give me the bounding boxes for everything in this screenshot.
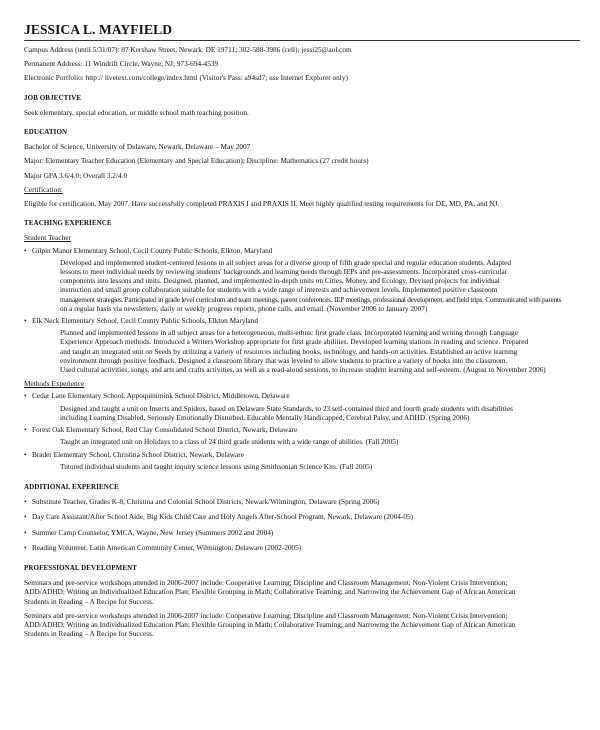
- additional-item-label: Substitute Teacher, Grades K-8, Christina and Colonial School Districts, Newark/Wilmington, Delaware (Spring 2006): [32, 497, 380, 507]
- professional-heading: PROFESSIONAL DEVELOPMENT: [24, 563, 138, 572]
- forest-oak-school-label: Forest Oak Elementary School, Red Clay Consolidated School District, Newark, Delaware: [32, 425, 298, 435]
- forest-desc-line: Taught an integrated unit on Holidays to a class of 24 third grade students with a wide range of abilities. (Fall 2005): [60, 437, 399, 447]
- gilpin-desc-line: Developed and implemented student-centered lessons in all subject areas for a diverse group of fifth grade special and regular education students. Adapted: [60, 257, 512, 267]
- elk-desc-line: Experience Approach methods. Introduced a Writers Workshop appropriate for first grade abilities. Developed learning stations in reading and science. Prepared: [60, 337, 529, 347]
- professional-paragraph: [24, 611, 580, 639]
- additional-item: [24, 543, 580, 552]
- brader-school-label: Brader Elementary School, Christina School District, Newark, Delaware: [32, 449, 244, 459]
- professional-line: Students in Reading – A Recipe for Success.: [24, 596, 154, 606]
- campus-address: Campus Address (until 5/31/07): 87 Kershaw Street, Newark, DE 19711; 302-588-3986 (cell); jessi25@aol.com: [24, 45, 352, 54]
- elk-desc-line: Used cultural activities, songs, and arts and crafts activities, as well as a read-aloud sessions, to increase student learning and self-esteem. (August to November 2006): [60, 365, 546, 375]
- objective-heading: JOB OBJECTIVE: [24, 93, 82, 102]
- cedar-lane-description: [60, 404, 590, 422]
- teaching-heading: TEACHING EXPERIENCE: [24, 219, 112, 228]
- degree-line: Bachelor of Science, University of Delaware, Newark, Delaware – May 2007: [24, 142, 251, 152]
- gilpin-desc-line: lessons to meet individual needs by reviewing students' backgrounds and learning needs through IEPs and pre-assessments. Incorporated cross-curricular: [60, 267, 508, 277]
- permanent-address: Permanent Address: 11 Windrift Circle, Wayne, NJ; 973-694-4539: [24, 59, 219, 69]
- elk-desc-line: environment through positive feedback. Designed a classroom library that was leveled to allow students to practice a variety of books into the classroom.: [60, 355, 508, 365]
- header-divider: [24, 40, 580, 41]
- professional-line: ADD/ADHD; Writing an Individualized Education Plan; Flexible Grouping in Math; Collaborative Teaming; and Narrowing the Achievement Gap of African American: [24, 587, 516, 597]
- objective-text: Seek elementary, special education, or middle school math teaching position.: [24, 107, 249, 117]
- additional-item: [24, 512, 580, 521]
- gilpin-school: [24, 246, 580, 255]
- additional-item: [24, 528, 580, 537]
- gilpin-desc-line: management strategies. Participated in grade level curriculum and team meetings, parent conferences, IEP meetings, professional development, and field trips. Communicated with parents: [60, 294, 562, 304]
- methods-heading: Methods Experience: [24, 379, 85, 389]
- bullet-icon: •: [24, 512, 27, 522]
- elk-desc-line: and taught an integrated unit on Seeds by utilizing a variety of resources including books, technology, and hands-on activities. Established an active learning: [60, 346, 518, 356]
- gilpin-desc-line: on a regular basis via newsletters, daily or weekly progress reports, phone calls, and email. (November 2006 to January 2007): [60, 303, 428, 313]
- cedar-lane-school: [24, 391, 580, 400]
- education-heading: EDUCATION: [24, 128, 68, 137]
- additional-item-label: Day Care Assistant/After School Aide, Big Kids Child Care and Holy Angels After-School Program, Newark, Delaware (2004-05): [32, 512, 414, 522]
- bullet-icon: •: [24, 542, 27, 552]
- additional-item-label: Summer Camp Counselor, YMCA, Wayne, New Jersey (Summers 2002 and 2004): [32, 527, 274, 537]
- bullet-icon: •: [24, 497, 27, 507]
- professional-paragraph: [24, 578, 580, 606]
- bullet-icon: •: [24, 449, 27, 459]
- forest-oak-description: [60, 437, 590, 446]
- bullet-icon: •: [24, 527, 27, 537]
- forest-oak-school: [24, 425, 580, 434]
- gpa-line: Major GPA 3.6/4.0; Overall 3.2/4.0: [24, 170, 128, 180]
- gilpin-school-label: Gilpin Manor Elementary School, Cecil County Public Schools, Elkton, Maryland: [32, 245, 273, 255]
- professional-line: Seminars and pre-service workshops attended in 2006-2007 include: Cooperative Learning; Discipline and Classroom Management; Non-Violent Crisis Intervention;: [24, 610, 508, 620]
- gilpin-description: [60, 258, 590, 313]
- certification-text: Eligible for certification, May 2007. Have successfully completed PRAXIS I and PRAXIS II. Meet highly qualified testing requirements for DE, MD, PA, and NJ.: [24, 199, 500, 209]
- elk-neck-description: [60, 328, 590, 374]
- elk-neck-school: [24, 316, 580, 325]
- electronic-portfolio: Electronic Portfolio: http:// livetext.com/college/index.html (Visitor's Pass: a94sd7; use Internet Explorer only): [24, 73, 348, 83]
- cedar-desc-line: including Learning Disabled, Seriously Emotionally Disturbed, Educable Mentally Handicapped, Cerebral Palsy, and ADHD. (Spring 2006): [60, 412, 470, 422]
- brader-desc-line: Tutored individual students and taught inquiry science lessons using Smithsonian Science Kits. (Fall 2005): [60, 461, 373, 471]
- additional-heading: ADDITIONAL EXPERIENCE: [24, 482, 119, 491]
- major-line: Major: Elementary Teacher Education (Elementary and Special Education); Discipline: Mathematics (27 credit hours): [24, 156, 369, 166]
- student-teacher-heading: Student Teacher: [24, 233, 71, 243]
- professional-line: ADD/ADHD; Writing an Individualized Education Plan; Flexible Grouping in Math; Collaborative Teaming; and Narrowing the Achievement Gap of African American: [24, 619, 516, 629]
- elk-desc-line: Planned and implemented lessons in all subject areas for a heterogeneous, multi-ethnic first grade class. Incorporated learning and writing through Language: [60, 328, 518, 338]
- brader-school: [24, 450, 580, 459]
- certification-heading: Certification:: [24, 184, 63, 194]
- additional-item: [24, 497, 580, 506]
- bullet-icon: •: [24, 425, 27, 435]
- bullet-icon: •: [24, 316, 27, 326]
- bullet-icon: •: [24, 245, 27, 255]
- bullet-icon: •: [24, 391, 27, 401]
- candidate-name: JESSICA L. MAYFIELD: [24, 22, 173, 37]
- professional-line: Seminars and pre-service workshops attended in 2006-2007 include: Cooperative Learning; Discipline and Classroom Management; Non-Violent Crisis Intervention;: [24, 578, 508, 588]
- professional-line: Students in Reading – A Recipe for Success.: [24, 629, 154, 639]
- additional-item-label: Reading Volunteer, Latin American Community Center, Wilmington, Delaware (2002-2005): [32, 542, 302, 552]
- gilpin-desc-line: components into lessons and units. Designed, planned, and implemented in-depth units on Cities, Money, and Ecology. Devised projects for individual: [60, 276, 500, 286]
- brader-description: [60, 462, 590, 471]
- gilpin-desc-line: instruction and small group collaboration suitable for students with a wide range of interests and achievement levels. Implemented positive classroom: [60, 285, 498, 295]
- cedar-desc-line: Designed and taught a unit on Insects and Spiders, based on Delaware State Standards, to 23 self-contained third and fourth grade students with disabilities: [60, 403, 513, 413]
- elk-neck-school-label: Elk Neck Elementary School, Cecil County Public Schools, Elkton Maryland: [32, 316, 258, 326]
- cedar-lane-school-label: Cedar Lane Elementary School, Appoquinimink School District, Middletown, Delaware: [32, 391, 290, 401]
